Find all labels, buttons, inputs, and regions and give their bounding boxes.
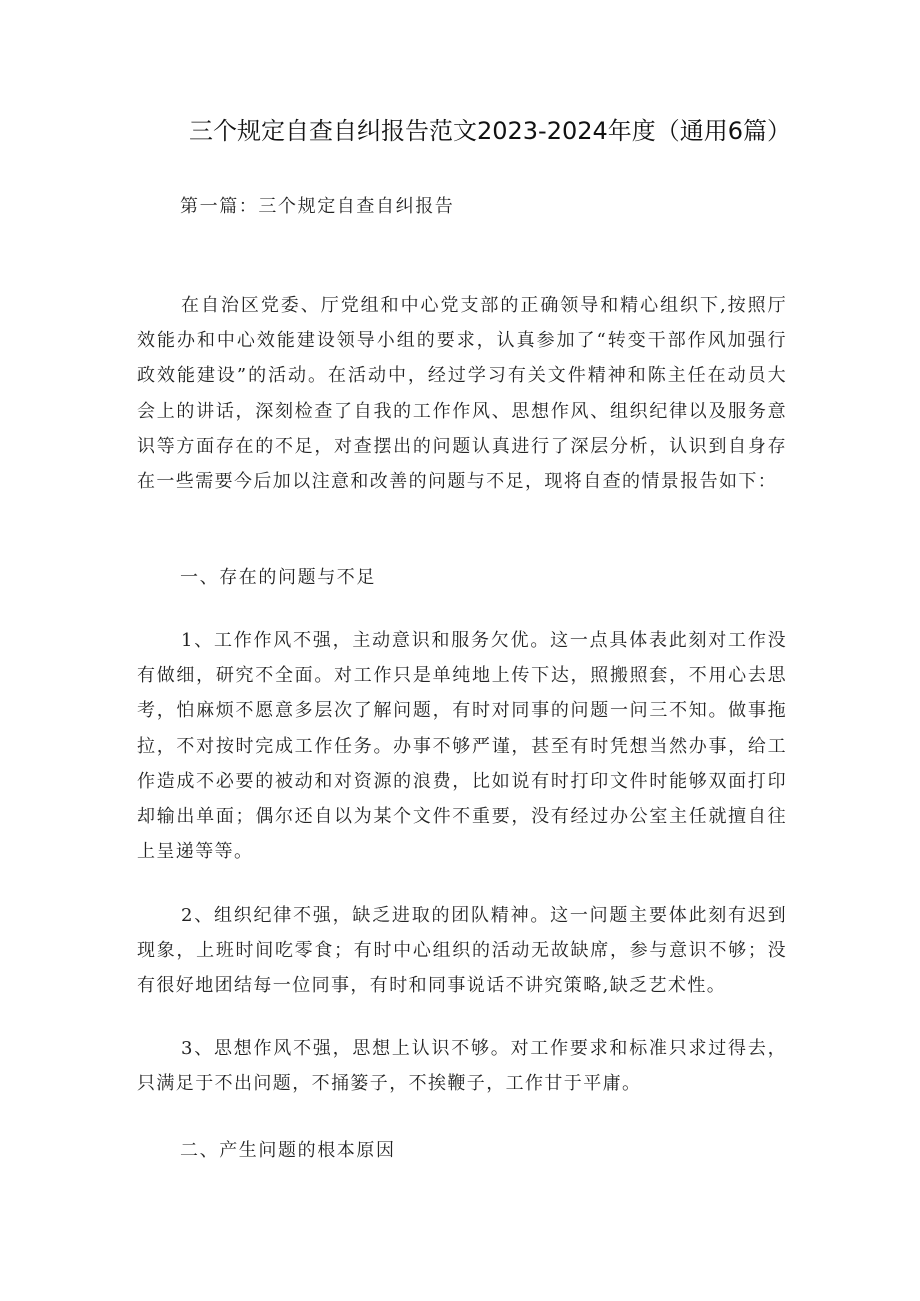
intro-paragraph: 在自治区党委、厅党组和中心党支部的正确领导和精心组织下,按照厅效能办和中心效能建设领导小组的要求，认真参加了“转变干部作风加强行政效能建设”的活动。在活动中，经过学习有关文件精神和陈主任在动员大会上的讲话，深刻检查了自我的工作作风、思想作风、组织纪律以及服务意识等方面存在的不足，对查摆出的问题认真进行了深层分析，认识到自身存在一些需要今后加以注意和改善的问题与不足，现将自查的情景报告如下： (137, 295, 787, 493)
problem-item-2: 2、组织纪律不强，缺乏进取的团队精神。这一问题主要体此刻有迟到现象，上班时间吃零食；有时中心组织的活动无故缺席，参与意识不够；没有很好地团结每一位同事，有时和同事说话不讲究策略,缺乏艺术性。 (137, 905, 787, 997)
section-heading-problems: 一、存在的问题与不足 (180, 567, 376, 588)
chapter-subtitle: 第一篇：三个规定自查自纠报告 (180, 196, 455, 217)
problem-item-3: 3、思想作风不强，思想上认识不够。对工作要求和标准只求过得去，只满足于不出问题，不捅篓子，不挨鞭子，工作甘于平庸。 (137, 1038, 787, 1095)
document-title: 三个规定自查自纠报告范文2023-2024年度（通用6篇） (188, 117, 792, 145)
problem-item-1: 1、工作作风不强，主动意识和服务欠优。这一点具体表此刻对工作没有做细，研究不全面。对工作只是单纯地上传下达，照搬照套，不用心去思考，怕麻烦不愿意多层次了解问题，有时对同事的问题一问三不知。做事拖拉，不对按时完成工作任务。办事不够严谨，甚至有时凭想当然办事，给工作造成不必要的被动和对资源的浪费，比如说有时打印文件时能够双面打印却输出单面；偶尔还自以为某个文件不重要，没有经过办公室主任就擅自往上呈递等等。 (137, 630, 787, 863)
section-heading-causes: 二、产生问题的根本原因 (180, 1140, 396, 1161)
